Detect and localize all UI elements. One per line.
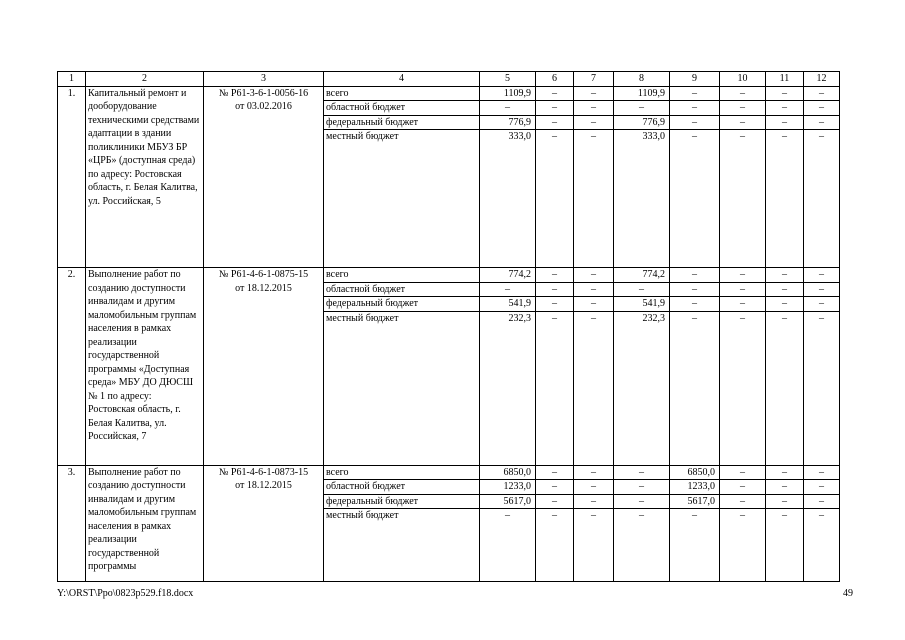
amount-cell: 774,2 <box>614 268 670 283</box>
row-number: 3. <box>58 465 86 582</box>
amount-cell: – <box>574 282 614 297</box>
amount-cell: – <box>766 297 804 312</box>
amount-cell: – <box>574 480 614 495</box>
column-header: 9 <box>670 72 720 87</box>
column-header: 5 <box>480 72 536 87</box>
amount-cell: – <box>720 311 766 465</box>
amount-cell: – <box>614 494 670 509</box>
column-header: 2 <box>86 72 204 87</box>
amount-cell: – <box>720 101 766 116</box>
amount-cell: – <box>536 282 574 297</box>
document-cell <box>204 86 324 268</box>
row-number: 2. <box>58 268 86 466</box>
amount-cell: – <box>720 86 766 101</box>
object-description: Капитальный ремонт и дооборудование техническими средствами адаптации в здании поликлиники МБУЗ БР «ЦРБ» (доступная среда) по адресу: Ростовская область, г. Белая Калитва, ул. Российская, 5 <box>86 86 204 268</box>
amount-cell: – <box>804 115 840 130</box>
amount-cell: – <box>614 101 670 116</box>
amount-cell: – <box>536 311 574 465</box>
object-description: Выполнение работ по созданию доступности инвалидам и другим маломобильным группам населения в рамках реализации государственной программы «Доступная среда» МБУ ДО ДЮСШ № 1 по адресу: Ростовская область, г. Белая Калитва, ул. Российская, 7 <box>86 268 204 466</box>
amount-cell: 776,9 <box>614 115 670 130</box>
amount-cell: – <box>670 311 720 465</box>
amount-cell: – <box>804 101 840 116</box>
amount-cell: 1233,0 <box>480 480 536 495</box>
amount-cell: 232,3 <box>480 311 536 465</box>
amount-cell: – <box>614 465 670 480</box>
amount-cell: – <box>614 282 670 297</box>
funding-source: всего <box>324 465 480 480</box>
amount-cell: – <box>670 86 720 101</box>
amount-cell: – <box>536 268 574 283</box>
amount-cell: – <box>574 297 614 312</box>
funding-source: федеральный бюджет <box>324 297 480 312</box>
amount-cell: – <box>574 494 614 509</box>
document-cell <box>204 465 324 582</box>
funding-source: местный бюджет <box>324 311 480 465</box>
amount-cell: 1109,9 <box>480 86 536 101</box>
amount-cell: – <box>536 465 574 480</box>
table-row <box>58 86 840 101</box>
amount-cell: – <box>720 494 766 509</box>
amount-cell: – <box>804 494 840 509</box>
amount-cell: – <box>720 115 766 130</box>
document-number: № Р61-4-6-1-0875-15 <box>218 269 309 280</box>
amount-cell: – <box>766 480 804 495</box>
table-row <box>58 465 840 480</box>
amount-cell: – <box>804 480 840 495</box>
amount-cell: – <box>766 494 804 509</box>
amount-cell: – <box>766 101 804 116</box>
amount-cell: – <box>670 509 720 582</box>
funding-source: всего <box>324 86 480 101</box>
amount-cell: – <box>480 282 536 297</box>
amount-cell: – <box>670 101 720 116</box>
column-header: 7 <box>574 72 614 87</box>
amount-cell: – <box>574 86 614 101</box>
amount-cell: – <box>574 101 614 116</box>
amount-cell: – <box>804 282 840 297</box>
funding-source: областной бюджет <box>324 282 480 297</box>
amount-cell: 6850,0 <box>670 465 720 480</box>
amount-cell: – <box>766 509 804 582</box>
amount-cell: – <box>614 509 670 582</box>
amount-cell: – <box>720 297 766 312</box>
budget-table <box>57 71 840 582</box>
amount-cell: – <box>766 282 804 297</box>
row-number: 1. <box>58 86 86 268</box>
amount-cell: – <box>766 86 804 101</box>
amount-cell: – <box>480 509 536 582</box>
amount-cell: – <box>614 480 670 495</box>
amount-cell: – <box>804 509 840 582</box>
column-header: 4 <box>324 72 480 87</box>
funding-source: областной бюджет <box>324 480 480 495</box>
amount-cell: – <box>536 509 574 582</box>
amount-cell: – <box>536 86 574 101</box>
amount-cell: – <box>720 480 766 495</box>
amount-cell: – <box>720 465 766 480</box>
amount-cell: 541,9 <box>614 297 670 312</box>
column-header: 3 <box>204 72 324 87</box>
document-date: от 18.12.2015 <box>235 480 292 491</box>
document-number: № Р61-3-6-1-0056-16 <box>218 87 309 99</box>
amount-cell: – <box>804 311 840 465</box>
amount-cell: – <box>766 130 804 268</box>
document-cell <box>204 268 324 466</box>
amount-cell: 6850,0 <box>480 465 536 480</box>
header-row <box>58 72 840 87</box>
amount-cell: 5617,0 <box>670 494 720 509</box>
amount-cell: – <box>574 465 614 480</box>
amount-cell: – <box>766 465 804 480</box>
amount-cell: – <box>804 268 840 283</box>
amount-cell: – <box>720 509 766 582</box>
amount-cell: 232,3 <box>614 311 670 465</box>
amount-cell: – <box>536 101 574 116</box>
amount-cell: – <box>536 130 574 268</box>
amount-cell: – <box>766 115 804 130</box>
funding-source: областной бюджет <box>324 101 480 116</box>
amount-cell: 1233,0 <box>670 480 720 495</box>
amount-cell: – <box>804 130 840 268</box>
column-header: 11 <box>766 72 804 87</box>
amount-cell: – <box>670 115 720 130</box>
amount-cell: – <box>670 268 720 283</box>
amount-cell: – <box>720 130 766 268</box>
funding-source: местный бюджет <box>324 130 480 268</box>
amount-cell: – <box>574 509 614 582</box>
amount-cell: – <box>766 268 804 283</box>
funding-source: федеральный бюджет <box>324 494 480 509</box>
document-date: от 03.02.2016 <box>235 101 292 112</box>
amount-cell: – <box>670 297 720 312</box>
amount-cell: – <box>480 101 536 116</box>
column-header: 8 <box>614 72 670 87</box>
document-number: № Р61-4-6-1-0873-15 <box>218 466 309 478</box>
document-date: от 18.12.2015 <box>235 282 292 294</box>
amount-cell: 776,9 <box>480 115 536 130</box>
amount-cell: 541,9 <box>480 297 536 312</box>
amount-cell: – <box>720 268 766 283</box>
column-header: 10 <box>720 72 766 87</box>
amount-cell: – <box>574 115 614 130</box>
table-row <box>58 268 840 283</box>
amount-cell: – <box>670 282 720 297</box>
funding-source: местный бюджет <box>324 509 480 582</box>
amount-cell: – <box>574 311 614 465</box>
amount-cell: 774,2 <box>480 268 536 283</box>
page-number: 49 <box>843 588 853 599</box>
column-header: 12 <box>804 72 840 87</box>
amount-cell: – <box>574 130 614 268</box>
amount-cell: 5617,0 <box>480 494 536 509</box>
funding-source: федеральный бюджет <box>324 115 480 130</box>
amount-cell: – <box>536 297 574 312</box>
amount-cell: – <box>804 465 840 480</box>
amount-cell: – <box>720 282 766 297</box>
amount-cell: 333,0 <box>480 130 536 268</box>
amount-cell: – <box>766 311 804 465</box>
amount-cell: 333,0 <box>614 130 670 268</box>
amount-cell: 1109,9 <box>614 86 670 101</box>
footer-file-path: Y:\ORST\Ppo\0823p529.f18.docx <box>57 588 194 599</box>
funding-source: всего <box>324 268 480 283</box>
amount-cell: – <box>670 130 720 268</box>
column-header: 6 <box>536 72 574 87</box>
amount-cell: – <box>804 86 840 101</box>
amount-cell: – <box>536 480 574 495</box>
amount-cell: – <box>536 494 574 509</box>
amount-cell: – <box>574 268 614 283</box>
column-header: 1 <box>58 72 86 87</box>
amount-cell: – <box>536 115 574 130</box>
object-description: Выполнение работ по созданию доступности инвалидам и другим маломобильным группам населения в рамках реализации государственной программы <box>86 465 204 582</box>
amount-cell: – <box>804 297 840 312</box>
